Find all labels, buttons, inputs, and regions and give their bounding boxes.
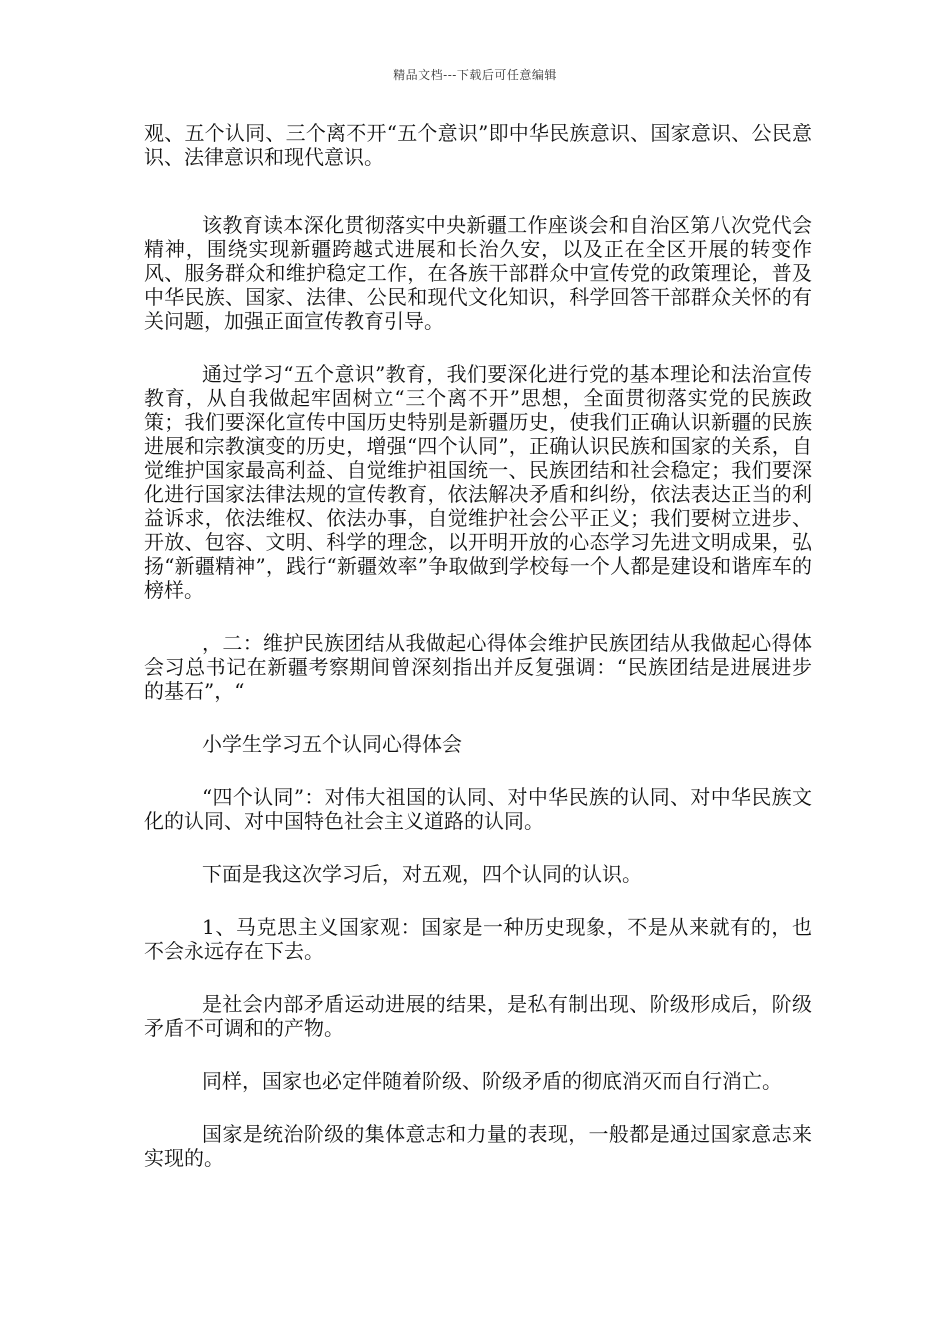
paragraph-6: “四个认同”：对伟大祖国的认同、对中华民族的认同、对中华民族文化的认同、对中国特色社会主义道路的认同。 [144, 785, 812, 833]
paragraph-10: 同样，国家也必定伴随着阶级、阶级矛盾的彻底消灭而自行消亡。 [202, 1069, 782, 1093]
paragraph-8: 1、马克思主义国家观：国家是一种历史现象，不是从来就有的，也不会永远存在下去。 [144, 915, 812, 963]
paragraph-7: 下面是我这次学习后，对五观，四个认同的认识。 [202, 862, 642, 886]
paragraph-2: 该教育读本深化贯彻落实中央新疆工作座谈会和自治区第八次党代会精神，围绕实现新疆跨越式进展和长治久安，以及正在全区开展的转变作风、服务群众和维护稳定工作，在各族干部群众中宣传党的政策理论，普及中华民族、国家、法律、公民和现代文化知识，科学回答干部群众关怀的有关问题，加强正面宣传教育引导。 [144, 213, 812, 333]
paragraph-9: 是社会内部矛盾运动进展的结果，是私有制出现、阶级形成后，阶级矛盾不可调和的产物。 [144, 992, 812, 1040]
paragraph-11: 国家是统治阶级的集体意志和力量的表现，一般都是通过国家意志来实现的。 [144, 1122, 812, 1170]
page-header: 精品文档---下载后可任意编辑 [393, 68, 557, 82]
paragraph-5: 小学生学习五个认同心得体会 [202, 732, 462, 756]
document-body [144, 121, 812, 1199]
paragraph-3: 通过学习“五个意识”教育，我们要深化进行党的基本理论和法治宣传教育，从自我做起牢固树立“三个离不开”思想，全面贯彻落实党的民族政策；我们要深化宣传中国历史特别是新疆历史，使我们正确认识新疆的民族进展和宗教演变的历史，增强“四个认同”，正确认识民族和国家的关系，自觉维护国家最高利益、自觉维护祖国统一、民族团结和社会稳定；我们要深化进行国家法律法规的宣传教育，依法解决矛盾和纠纷，依法表达正当的利益诉求，依法维权、依法办事，自觉维护社会公平正义；我们要树立进步、开放、包容、文明、科学的理念，以开明开放的心态学习先进文明成果，弘扬“新疆精神”，践行“新疆效率”争取做到学校每一个人都是建设和谐库车的榜样。 [144, 362, 812, 602]
paragraph-4: ，二：维护民族团结从我做起心得体会维护民族团结从我做起心得体会习总书记在新疆考察期间曾深刻指出并反复强调：“民族团结是进展进步的基石”，“ [144, 631, 812, 703]
paragraph-1: 观、五个认同、三个离不开“五个意识”即中华民族意识、国家意识、公民意识、法律意识和现代意识。 [144, 121, 812, 169]
